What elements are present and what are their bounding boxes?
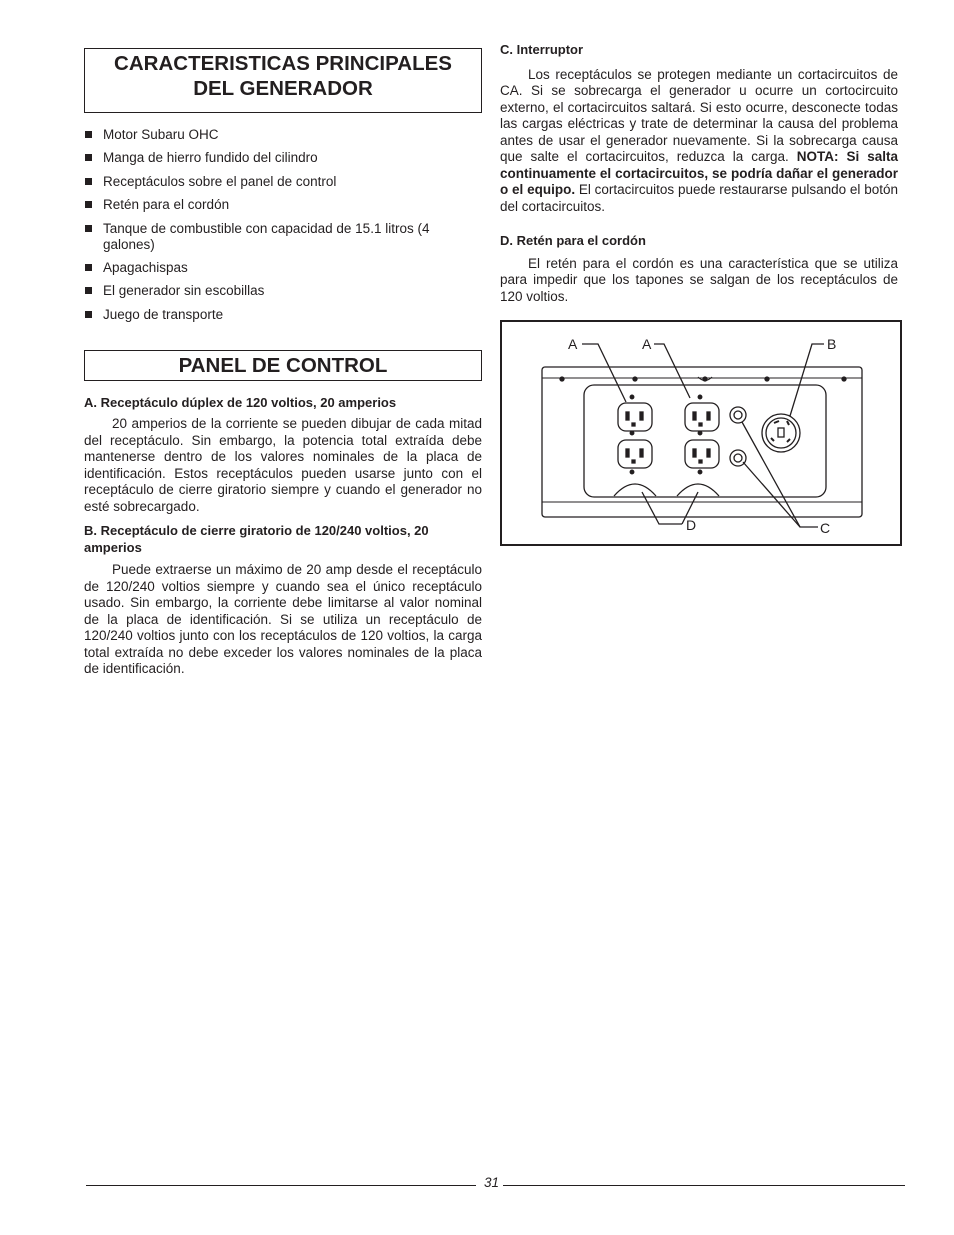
section-d xyxy=(500,233,898,305)
footer-rule-left xyxy=(86,1185,476,1186)
figure-label-d: D xyxy=(686,517,697,533)
section-c-text xyxy=(500,67,898,216)
feature-item: Manga de hierro fundido del cilindro xyxy=(84,150,482,166)
section-b-heading: B. Receptáculo de cierre giratorio de 120/240 voltios, 20 amperios xyxy=(84,523,429,555)
section-c xyxy=(500,42,898,215)
section-c-text-before: Los receptáculos se protegen mediante un cortacircuitos de CA. Si se sobrecarga el generador u ocurre un cortocircuito externo, el cortacircuitos saltará. Si esto ocurre, desconecte todas las cargas eléctricas y trate de determinar la causa del problema antes de usar el generador nuevamente. Si la sobrecarga causa que salte el cortacircuitos, reduzca la carga. xyxy=(500,66,898,164)
section-c-text-after: El cortacircuitos puede restaurarse pulsando el botón del cortacircuitos. xyxy=(500,182,898,214)
panel-title: PANEL DE CONTROL xyxy=(84,350,482,381)
figure-label-b: B xyxy=(827,336,837,352)
section-d-text: El retén para el cordón es una característica que se utiliza para impedir que los tapones se salgan de los receptáculos de 120 voltios. xyxy=(500,255,898,304)
figure-label-c: C xyxy=(820,520,831,536)
feature-item: Receptáculos sobre el panel de control xyxy=(84,174,482,190)
feature-list xyxy=(84,127,482,323)
figure-label-a2: A xyxy=(642,336,652,352)
section-a-heading: A. Receptáculo dúplex de 120 voltios, 20 amperios xyxy=(84,394,397,410)
left-column xyxy=(84,48,482,678)
main-title-line2: DEL GENERADOR xyxy=(193,77,373,100)
page-number: 31 xyxy=(484,1175,500,1190)
feature-item: Motor Subaru OHC xyxy=(84,127,482,143)
feature-item: Retén para el cordón xyxy=(84,197,482,213)
control-panel-illustration xyxy=(502,322,900,544)
section-c-note: NOTA: Si salta continuamente el cortacircuitos, se podría dañar el generador o el equipo. xyxy=(500,149,898,197)
right-column xyxy=(500,42,898,305)
feature-item: Apagachispas xyxy=(84,260,482,276)
section-a xyxy=(84,395,482,516)
section-d-heading: D. Retén para el cordón xyxy=(500,233,646,248)
feature-item: El generador sin escobillas xyxy=(84,283,482,299)
figure-label-a1: A xyxy=(568,336,578,352)
main-title xyxy=(84,48,482,113)
section-c-heading: C. Interruptor xyxy=(500,42,584,57)
section-b xyxy=(84,523,482,678)
control-panel-figure xyxy=(500,320,902,546)
feature-item: Tanque de combustible con capacidad de 15.1 litros (4 galones) xyxy=(84,221,482,253)
main-title-line1: CARACTERISTICAS PRINCIPALES xyxy=(114,52,452,75)
section-a-text: 20 amperios de la corriente se pueden dibujar de cada mitad del receptáculo. Sin embargo, la potencia total extraída debe mantenerse dentro de los valores nominales de la placa de identificación. Estos receptáculos pueden usarse junto con el receptáculo de cierre giratorio siempre y cuando el generador no esté sobrecargado. xyxy=(84,416,482,514)
section-b-text: Puede extraerse un máximo de 20 amp desde el receptáculo de 120/240 voltios siempre y cuando sea el único receptáculo usado. Sin embargo, la corriente debe limitarse al valor nominal de la placa de identificación. Si se utiliza un receptáculo de 120/240 voltios junto con los receptáculos de 120 voltios, la carga total extraída no debe exceder los valores nominales de la placa de identificación. xyxy=(84,562,482,677)
feature-item: Juego de transporte xyxy=(84,307,482,323)
footer-rule-right xyxy=(503,1185,905,1186)
